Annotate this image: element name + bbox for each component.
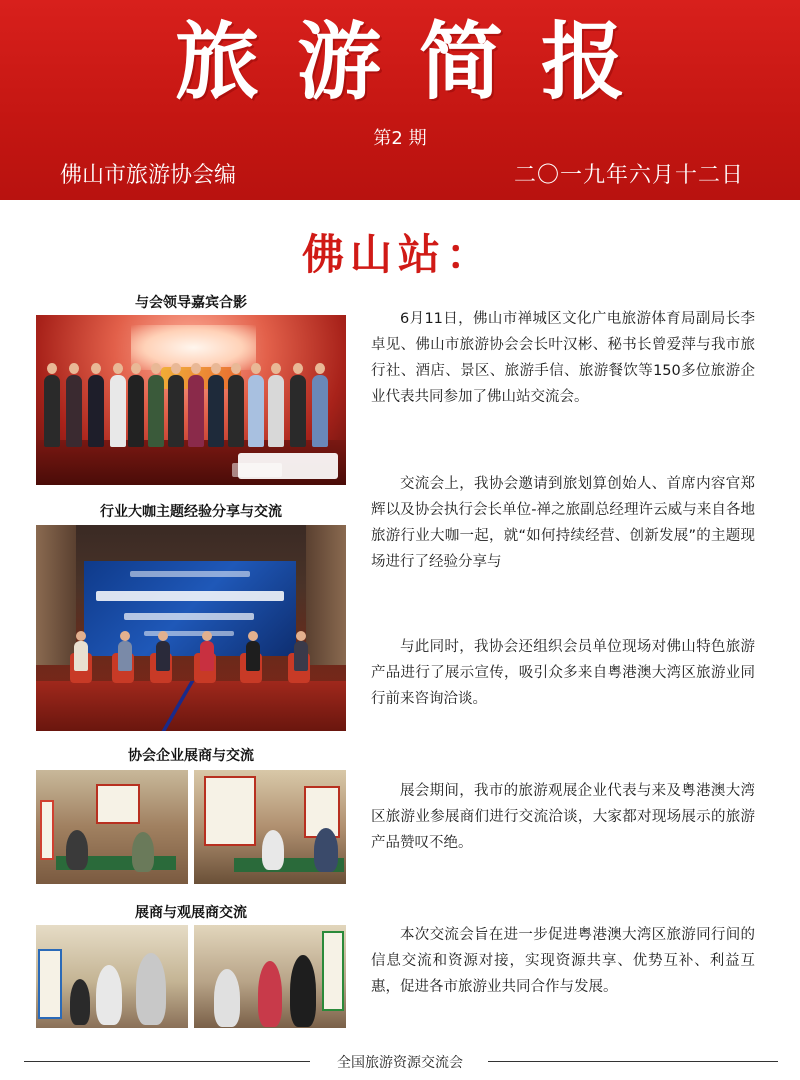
- group-photo: [36, 315, 346, 485]
- station-heading: 佛山站：: [302, 230, 495, 279]
- photo-caption-group: 与会领导嘉宾合影: [135, 295, 247, 311]
- photo-caption-panel: 行业大咖主题经验分享与交流: [100, 504, 282, 520]
- photo-caption-exhibitors: 展商与观展商交流: [135, 905, 247, 921]
- paragraph-exchange: 展会期间，我市的旅游观展企业代表与来及粤港澳大湾区旅游业参展商们进行交流洽谈，大家都对现场展示的旅游产品赞叹不绝。: [371, 783, 755, 851]
- paragraph-purpose: 本次交流会旨在进一步促进粤港澳大湾区旅游同行间的信息交流和资源对接，实现资源共享、优势互补、利益互惠，促进各市旅游业共同合作与发展。: [371, 927, 755, 995]
- bulletin-title: 旅游简报: [174, 13, 663, 111]
- paragraph-showcase: 与此同时，我协会还组织会员单位现场对佛山特色旅游产品进行了展示宣传，吸引众多来自粤港澳大湾区旅游业同行前来咨询洽谈。: [371, 639, 755, 707]
- header-banner: [0, 0, 800, 200]
- footer-title: 全国旅游资源交流会: [337, 1055, 463, 1071]
- booth-photo: [36, 770, 346, 884]
- paragraph-attendees: 6月11日，佛山市禅城区文化广电旅游体育局副局长李卓见、佛山市旅游协会会长叶汉彬、秘书长曾爱萍与我市旅行社、酒店、景区、旅游手信、旅游餐饮等150多位旅游企业代表共同参加了佛山站交流会。: [371, 311, 755, 405]
- issue-number: 第2 期: [373, 128, 427, 149]
- publisher: 佛山市旅游协会编: [60, 163, 237, 188]
- panel-photo: [36, 525, 346, 731]
- exhibitors-photo: [36, 925, 346, 1028]
- photo-caption-booth: 协会企业展商与交流: [128, 748, 254, 764]
- paragraph-sharing: 交流会上，我协会邀请到旅划算创始人、首席内容官郑辉以及协会执行会长单位-禅之旅副总经理许云威与来自各地旅游行业大咖一起，就“如何持续经营、创新发展”的主题现场进行了经验分享与: [371, 476, 755, 570]
- publish-date: 二〇一九年六月十二日: [513, 163, 744, 188]
